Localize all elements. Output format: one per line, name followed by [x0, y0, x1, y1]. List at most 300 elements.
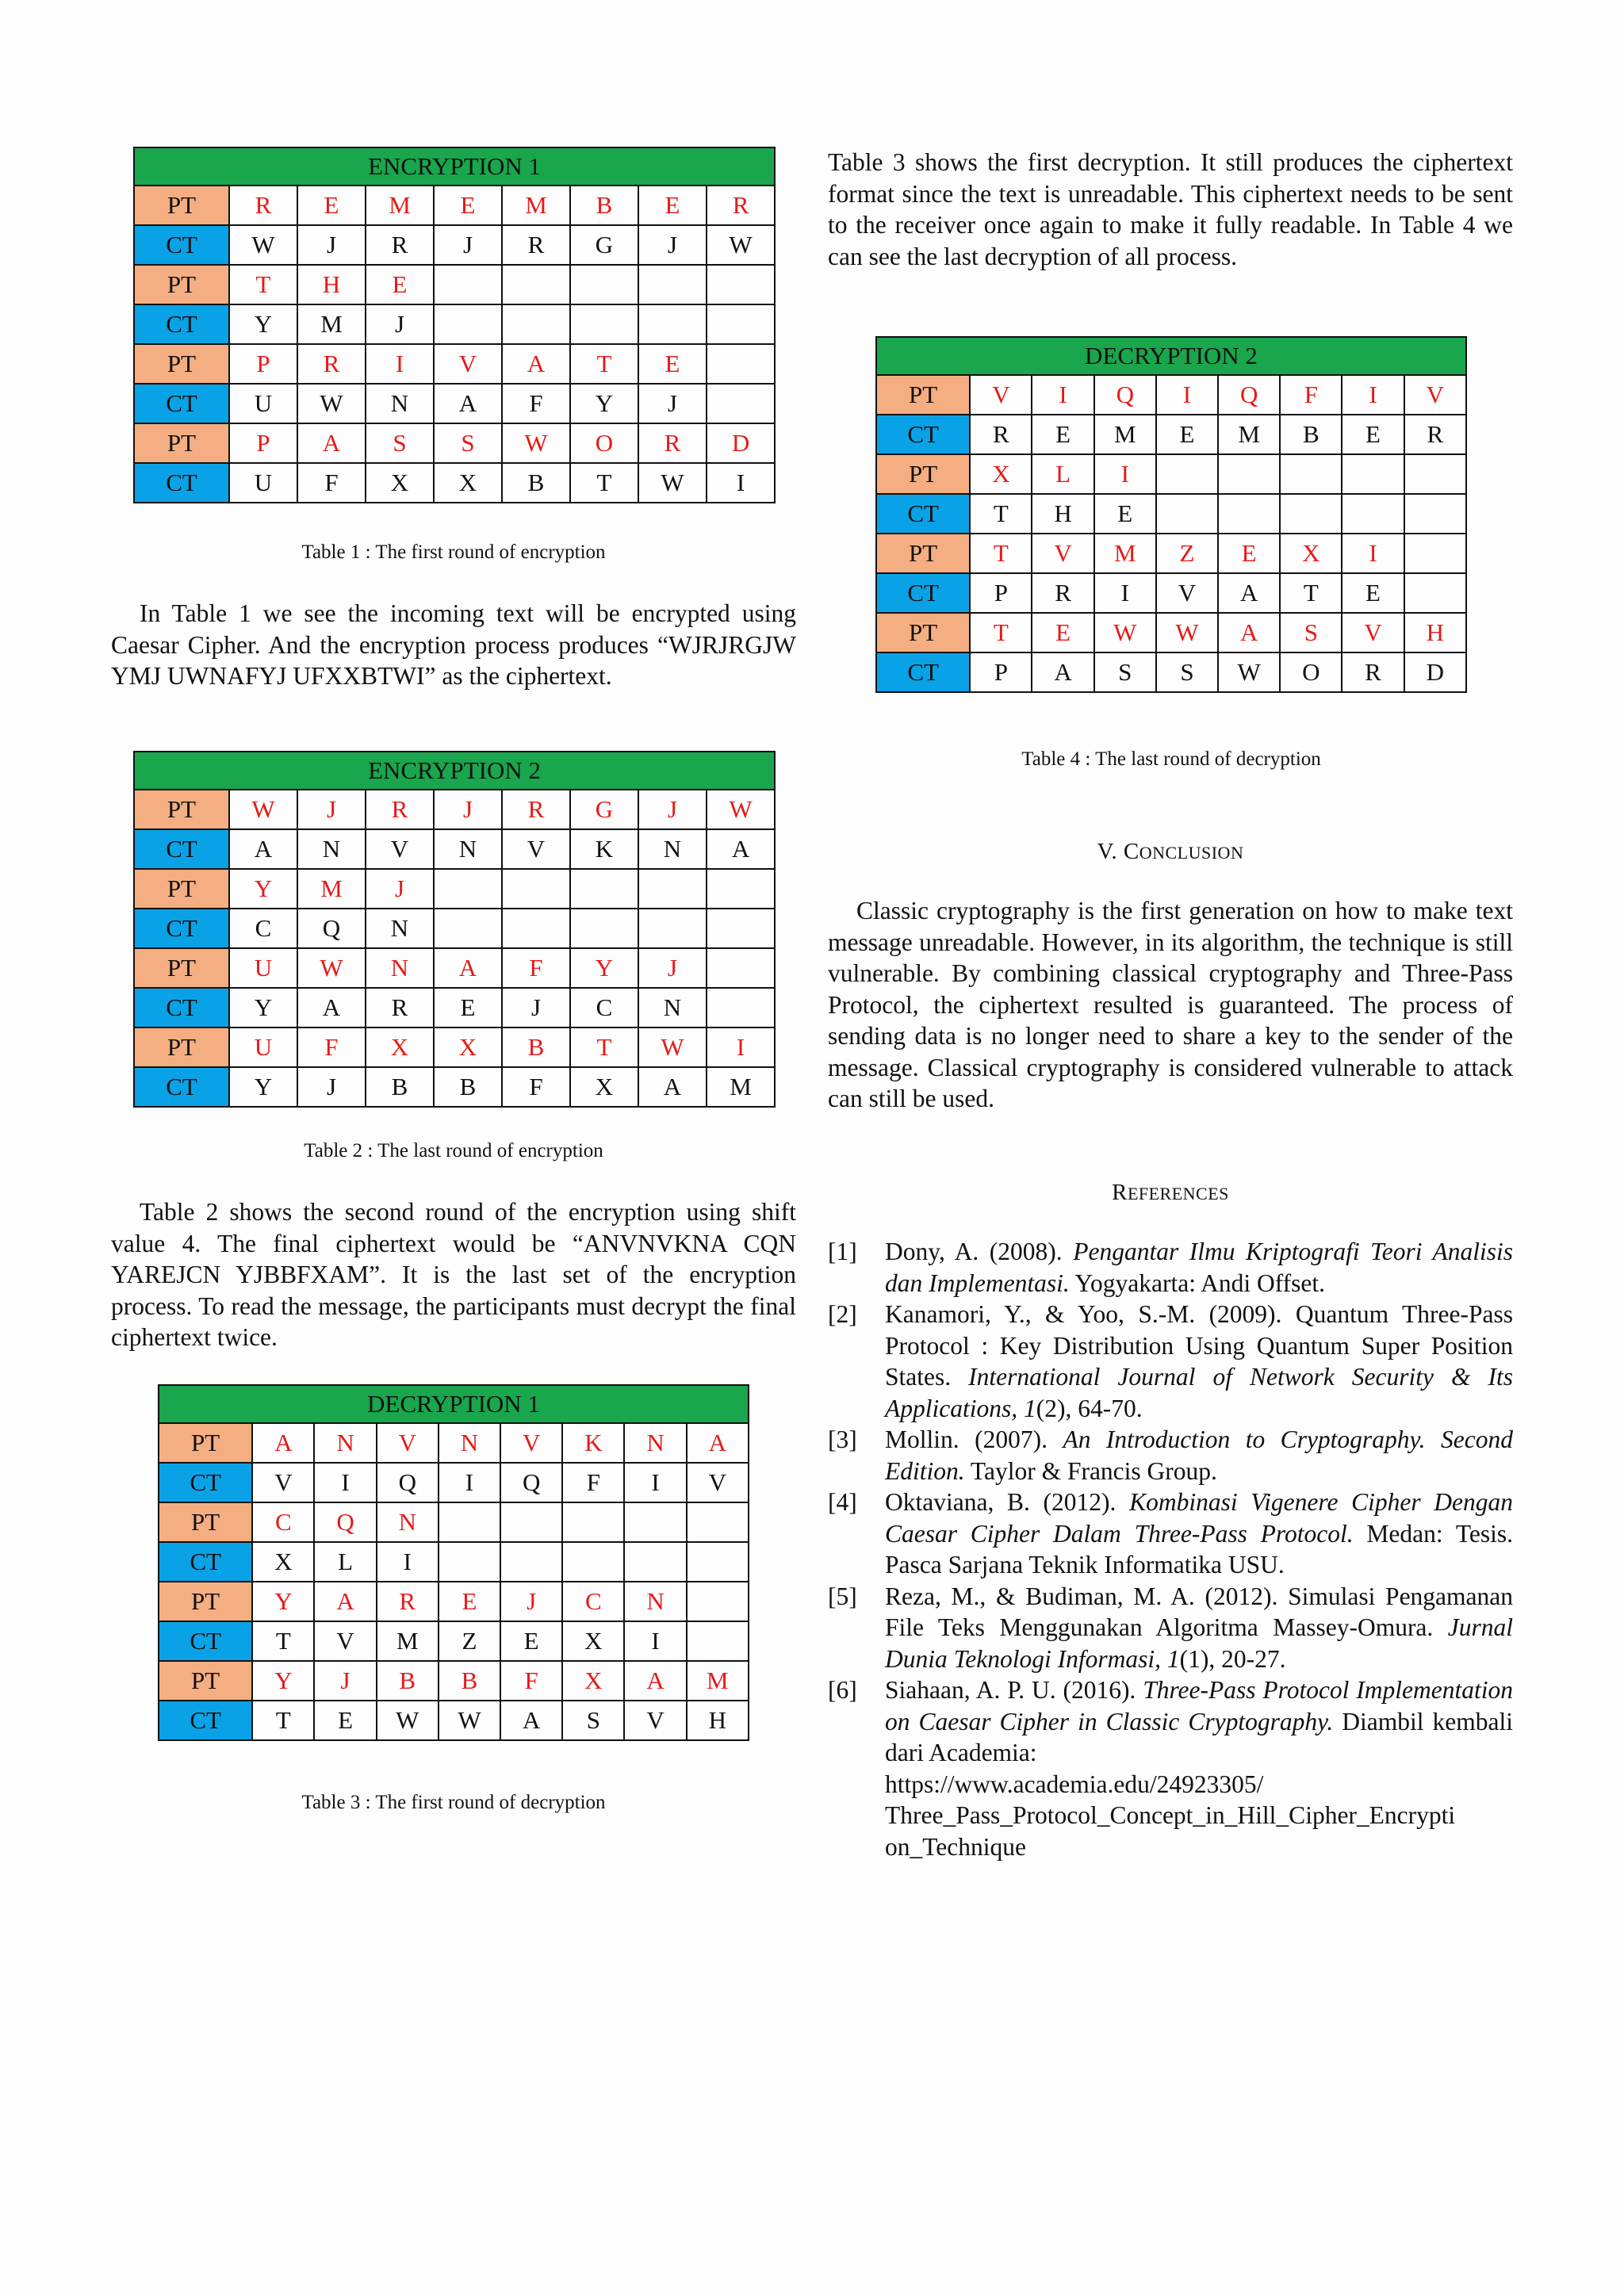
table-cell: [500, 1502, 562, 1542]
ciphertext-label: CT: [876, 494, 970, 534]
table-cell: J: [297, 790, 366, 829]
table-cell: [434, 304, 502, 344]
table-cell: Z: [439, 1621, 500, 1661]
table-row: [134, 1067, 775, 1107]
table-cell: T: [252, 1621, 314, 1661]
table-cell: [1342, 454, 1404, 494]
table-row: [134, 1027, 775, 1067]
table-cell: C: [562, 1582, 624, 1621]
ciphertext-label: CT: [134, 463, 229, 503]
plaintext-label: PT: [134, 344, 229, 384]
table-cell: R: [366, 225, 434, 265]
table-cell: F: [502, 1067, 570, 1107]
table-cell: W: [638, 1027, 707, 1067]
table-cell: [687, 1542, 749, 1582]
table-cell: [570, 869, 638, 909]
table-cell: V: [1156, 573, 1218, 613]
table-cell: X: [434, 463, 502, 503]
table-cell: T: [970, 613, 1032, 652]
table-cell: [1218, 454, 1280, 494]
table-cell: T: [570, 463, 638, 503]
table-cell: V: [377, 1423, 439, 1463]
table-cell: A: [624, 1661, 686, 1701]
table-cell: W: [229, 790, 297, 829]
ciphertext-label: CT: [159, 1701, 252, 1740]
table-cell: [687, 1582, 749, 1621]
table-cell: L: [314, 1542, 376, 1582]
table-cell: C: [229, 909, 297, 948]
table-cell: E: [439, 1582, 500, 1621]
table-cell: I: [1094, 454, 1156, 494]
table-cell: A: [638, 1067, 707, 1107]
reference-text: Three-Pass Protocol Implementation on Caesar Cipher in Classic Cryptography.: [885, 1676, 1514, 1735]
reference-text: (1), 20-27.: [1179, 1644, 1286, 1673]
table-cell: R: [1032, 573, 1094, 613]
table-cell: [439, 1542, 500, 1582]
table-cell: [434, 265, 502, 304]
table-cell: N: [624, 1582, 686, 1621]
table-cell: [1404, 573, 1466, 613]
table-title-row: [159, 1385, 749, 1423]
table-cell: N: [638, 988, 707, 1027]
table-cell: H: [1404, 613, 1466, 652]
table-cell: D: [707, 423, 775, 463]
table-cell: J: [638, 225, 707, 265]
table-cell: N: [366, 384, 434, 423]
table-row: [876, 375, 1466, 415]
table-cell: E: [1094, 494, 1156, 534]
table-cell: M: [1094, 534, 1156, 573]
table-cell: S: [562, 1701, 624, 1740]
table-row: [134, 304, 775, 344]
table-cell: W: [638, 463, 707, 503]
ciphertext-label: CT: [159, 1542, 252, 1582]
table-cell: [638, 869, 707, 909]
table-cell: F: [297, 1027, 366, 1067]
table-cell: R: [970, 415, 1032, 454]
table-row: [134, 909, 775, 948]
table-cell: A: [434, 384, 502, 423]
table-cell: F: [297, 463, 366, 503]
table-cell: J: [314, 1661, 376, 1701]
table-cell: [570, 304, 638, 344]
table-cell: X: [366, 463, 434, 503]
table-cell: A: [502, 344, 570, 384]
table-cell: E: [638, 344, 707, 384]
table-cell: H: [1032, 494, 1094, 534]
table-cell: G: [570, 225, 638, 265]
reference-number: [4]: [828, 1488, 857, 1516]
table-cell: J: [366, 304, 434, 344]
plaintext-label: PT: [134, 1027, 229, 1067]
plaintext-label: PT: [876, 534, 970, 573]
table-cell: A: [297, 988, 366, 1027]
reference-number: [2]: [828, 1300, 857, 1328]
table-cell: X: [970, 454, 1032, 494]
table-row: [159, 1582, 749, 1621]
table-cell: I: [377, 1542, 439, 1582]
table-cell: I: [314, 1463, 376, 1502]
table-cell: W: [1156, 613, 1218, 652]
table-cell: C: [252, 1502, 314, 1542]
table-cell: X: [562, 1661, 624, 1701]
table-cell: N: [624, 1423, 686, 1463]
reference-text: Yogyakarta: Andi Offset.: [1069, 1269, 1325, 1297]
table-cell: S: [434, 423, 502, 463]
table-cell: W: [229, 225, 297, 265]
table-cell: U: [229, 384, 297, 423]
table-cell: W: [1094, 613, 1156, 652]
table-cell: N: [314, 1423, 376, 1463]
table-cell: X: [1280, 534, 1342, 573]
table-row: [134, 384, 775, 423]
table-row: [876, 573, 1466, 613]
table-cell: V: [366, 829, 434, 869]
table-cell: R: [638, 423, 707, 463]
table-3-caption: Table 3 : The first round of decryption: [301, 1792, 606, 1813]
reference-item: [828, 1236, 1513, 1299]
table-cell: [1404, 454, 1466, 494]
table-cell: [562, 1502, 624, 1542]
table-cell: [502, 265, 570, 304]
table-cell: [570, 909, 638, 948]
table-cell: I: [366, 344, 434, 384]
table-cell: E: [297, 186, 366, 225]
table-cell: I: [439, 1463, 500, 1502]
table-cell: [638, 909, 707, 948]
table-cell: W: [707, 790, 775, 829]
table-cell: [502, 909, 570, 948]
table-row: [876, 613, 1466, 652]
ciphertext-label: CT: [134, 1067, 229, 1107]
table-cell: V: [502, 829, 570, 869]
table-cell: U: [229, 948, 297, 988]
table-row: [134, 988, 775, 1027]
table-cell: M: [1094, 415, 1156, 454]
table-cell: M: [687, 1661, 749, 1701]
table-cell: [439, 1502, 500, 1542]
table-cell: Q: [377, 1463, 439, 1502]
plaintext-label: PT: [159, 1582, 252, 1621]
table-cell: E: [1032, 613, 1094, 652]
table-cell: L: [1032, 454, 1094, 494]
reference-text: Reza, M., & Budiman, M. A. (2012). Simulasi Pengamanan File Teks Menggunakan Algoritma Massey-Omura.: [885, 1582, 1513, 1641]
table-cell: X: [252, 1542, 314, 1582]
table-cell: A: [1218, 573, 1280, 613]
table-cell: S: [1280, 613, 1342, 652]
table-cell: B: [502, 1027, 570, 1067]
table-row: [876, 494, 1466, 534]
paragraph-table2: Table 2 shows the second round of the encryption using shift value 4. The final ciphertext would be “ANVNVKNA CQN YAREJCN YJBBFXAM”. It is the last set of the encryption process. To read the message, the participants must decrypt the final ciphertext twice.: [111, 1198, 796, 1351]
table-row: [134, 790, 775, 829]
table-cell: P: [970, 652, 1032, 692]
conclusion-heading-first: C: [1123, 839, 1139, 864]
table-cell: [624, 1542, 686, 1582]
table-cell: R: [297, 344, 366, 384]
table-cell: O: [570, 423, 638, 463]
table-cell: M: [297, 304, 366, 344]
table-title-row: [134, 752, 775, 790]
table-cell: O: [1280, 652, 1342, 692]
table-title: DECRYPTION 1: [159, 1385, 749, 1423]
table-cell: M: [707, 1067, 775, 1107]
table-cell: Y: [252, 1582, 314, 1621]
reference-item: [828, 1424, 1513, 1487]
conclusion-paragraph: Classic cryptography is the first generation on how to make text message unreadable. However, in its algorithm, the technique is still vulnerable. By combining classical cryptography and Three-Pass Protocol, the ciphertext resulted is guaranteed. The process of sending data is no longer need to share a key to the sender of the message. Classical cryptography is considered vulnerable to attack can still be used.: [828, 897, 1513, 1112]
ciphertext-label: CT: [159, 1463, 252, 1502]
ciphertext-label: CT: [134, 384, 229, 423]
table-cell: A: [252, 1423, 314, 1463]
reference-item: [828, 1487, 1513, 1581]
encryption-2-table: [133, 751, 776, 1108]
table-cell: B: [1280, 415, 1342, 454]
table-title-row: [876, 337, 1466, 375]
table-cell: E: [434, 988, 502, 1027]
reference-text: (2), 64-70.: [1036, 1394, 1143, 1422]
table-row: [134, 265, 775, 304]
paragraph-table1: In Table 1 we see the incoming text will be encrypted using Caesar Cipher. And the encryption process produces “WJRJRGJW YMJ UWNAFYJ UFXXBTWI” as the ciphertext.: [111, 599, 796, 690]
table-cell: A: [314, 1582, 376, 1621]
table-cell: [638, 304, 707, 344]
reference-text: Pengantar Ilmu Kriptografi Teori Analisis dan Implementasi.: [885, 1238, 1513, 1297]
table-row: [159, 1463, 749, 1502]
table-cell: M: [502, 186, 570, 225]
table-cell: J: [502, 988, 570, 1027]
table-cell: A: [500, 1701, 562, 1740]
table-cell: [1280, 494, 1342, 534]
table-cell: E: [1342, 573, 1404, 613]
table-cell: T: [570, 1027, 638, 1067]
table-cell: A: [1032, 652, 1094, 692]
table-cell: M: [297, 869, 366, 909]
plaintext-label: PT: [134, 790, 229, 829]
table-cell: [707, 948, 775, 988]
table-cell: E: [1032, 415, 1094, 454]
table-cell: Y: [570, 384, 638, 423]
table-cell: P: [229, 344, 297, 384]
table-cell: [707, 869, 775, 909]
table-cell: I: [1032, 375, 1094, 415]
table-cell: I: [624, 1621, 686, 1661]
reference-text: Mollin. (2007).: [885, 1425, 1063, 1453]
reference-number: [1]: [828, 1238, 857, 1265]
table-row: [876, 454, 1466, 494]
reference-text: Taylor & Francis Group.: [964, 1456, 1217, 1485]
table-cell: Q: [1218, 375, 1280, 415]
table-cell: V: [970, 375, 1032, 415]
table-cell: [500, 1542, 562, 1582]
table-cell: R: [229, 186, 297, 225]
table-cell: Z: [1156, 534, 1218, 573]
table-cell: F: [502, 384, 570, 423]
plaintext-label: PT: [134, 423, 229, 463]
conclusion-heading-num: V.: [1097, 839, 1124, 864]
table-cell: F: [562, 1463, 624, 1502]
reference-item: [828, 1581, 1513, 1675]
table-cell: R: [707, 186, 775, 225]
table-row: [134, 948, 775, 988]
table-cell: A: [707, 829, 775, 869]
table-cell: Y: [229, 988, 297, 1027]
table-cell: R: [1342, 652, 1404, 692]
table-cell: F: [500, 1661, 562, 1701]
reference-text: Medan: Tesis. Pasca Sarjana Teknik Informatika USU.: [885, 1519, 1513, 1578]
table-row: [159, 1502, 749, 1542]
reference-text: Dony, A. (2008).: [885, 1238, 1074, 1265]
table-cell: N: [366, 948, 434, 988]
table-cell: V: [434, 344, 502, 384]
table-cell: G: [570, 790, 638, 829]
table-row: [134, 869, 775, 909]
ciphertext-label: CT: [876, 415, 970, 454]
table-cell: A: [297, 423, 366, 463]
reference-text: Siahaan, A. P. U. (2016).: [885, 1676, 1143, 1704]
conclusion-heading: [828, 839, 1513, 865]
reference-text: An Introduction to Cryptography. Second Edition.: [885, 1425, 1513, 1485]
table-cell: D: [1404, 652, 1466, 692]
encryption-1-table: [133, 147, 776, 503]
table-cell: [570, 265, 638, 304]
table-cell: V: [687, 1463, 749, 1502]
table-cell: E: [366, 265, 434, 304]
table-cell: M: [366, 186, 434, 225]
table-cell: B: [377, 1661, 439, 1701]
table-cell: E: [500, 1621, 562, 1661]
table-row: [134, 186, 775, 225]
decryption-1-table: [158, 1384, 749, 1741]
table-cell: W: [297, 948, 366, 988]
table-cell: E: [1218, 534, 1280, 573]
table-cell: T: [252, 1701, 314, 1740]
plaintext-label: PT: [159, 1661, 252, 1701]
table-cell: [707, 304, 775, 344]
plaintext-label: PT: [159, 1423, 252, 1463]
table-cell: [687, 1502, 749, 1542]
plaintext-label: PT: [134, 186, 229, 225]
ciphertext-label: CT: [876, 573, 970, 613]
references-heading: [828, 1180, 1513, 1206]
table-cell: E: [638, 186, 707, 225]
table-row: [876, 652, 1466, 692]
table-cell: P: [970, 573, 1032, 613]
plaintext-label: PT: [134, 265, 229, 304]
table-cell: I: [1342, 534, 1404, 573]
table-cell: Q: [297, 909, 366, 948]
table-cell: T: [570, 344, 638, 384]
table-cell: A: [229, 829, 297, 869]
table-cell: B: [439, 1661, 500, 1701]
table-cell: X: [366, 1027, 434, 1067]
table-cell: R: [366, 790, 434, 829]
table-cell: Q: [1094, 375, 1156, 415]
table-cell: J: [434, 225, 502, 265]
ciphertext-label: CT: [134, 909, 229, 948]
table-cell: I: [707, 463, 775, 503]
reference-number: [3]: [828, 1425, 857, 1453]
table-cell: N: [638, 829, 707, 869]
table-cell: [707, 265, 775, 304]
reference-text: Jurnal Dunia Teknologi Informasi, 1: [885, 1613, 1513, 1673]
table-cell: A: [434, 948, 502, 988]
decryption-2-table: [875, 336, 1467, 693]
table-cell: W: [502, 423, 570, 463]
table-title-row: [134, 147, 775, 186]
table-cell: E: [1156, 415, 1218, 454]
table-cell: H: [297, 265, 366, 304]
table-cell: P: [229, 423, 297, 463]
table-cell: V: [1404, 375, 1466, 415]
table-cell: [707, 344, 775, 384]
table-cell: T: [229, 265, 297, 304]
table-cell: R: [502, 790, 570, 829]
table-cell: E: [434, 186, 502, 225]
table-cell: J: [434, 790, 502, 829]
table-row: [159, 1701, 749, 1740]
table-cell: Y: [252, 1661, 314, 1701]
ciphertext-label: CT: [159, 1621, 252, 1661]
table-cell: J: [297, 1067, 366, 1107]
table-cell: X: [434, 1027, 502, 1067]
plaintext-label: PT: [876, 375, 970, 415]
table-row: [159, 1661, 749, 1701]
table-row: [134, 344, 775, 384]
table-cell: M: [1218, 415, 1280, 454]
table-cell: I: [707, 1027, 775, 1067]
table-cell: V: [314, 1621, 376, 1661]
references-heading-first: R: [1112, 1180, 1128, 1205]
table-cell: [562, 1542, 624, 1582]
table-cell: K: [570, 829, 638, 869]
table-cell: E: [314, 1701, 376, 1740]
table-row: [159, 1423, 749, 1463]
table-cell: H: [687, 1701, 749, 1740]
plaintext-label: PT: [876, 454, 970, 494]
conclusion-heading-rest: ONCLUSION: [1139, 843, 1244, 863]
table-cell: E: [1342, 415, 1404, 454]
ciphertext-label: CT: [134, 304, 229, 344]
plaintext-label: PT: [134, 869, 229, 909]
plaintext-label: PT: [876, 613, 970, 652]
table-cell: R: [1404, 415, 1466, 454]
table-row: [134, 423, 775, 463]
reference-text: Oktaviana, B. (2012).: [885, 1488, 1130, 1516]
table-cell: [1404, 534, 1466, 573]
paragraph-table3: Table 3 shows the first decryption. It still produces the ciphertext format since the text is unreadable. This ciphertext needs to be sent to the receiver once again to make it fully readable. In Table 4 we can see the last decryption of all process.: [828, 148, 1513, 270]
table-cell: V: [1032, 534, 1094, 573]
table-cell: X: [570, 1067, 638, 1107]
table-cell: V: [1342, 613, 1404, 652]
table-cell: J: [638, 790, 707, 829]
table-cell: N: [366, 909, 434, 948]
table-cell: B: [434, 1067, 502, 1107]
table-cell: W: [377, 1701, 439, 1740]
reference-url-line: https://www.academia.edu/24923305/: [885, 1770, 1264, 1798]
table-cell: A: [1218, 613, 1280, 652]
table-cell: [1404, 494, 1466, 534]
table-cell: S: [366, 423, 434, 463]
table-cell: F: [502, 948, 570, 988]
reference-list: [828, 1236, 1513, 1862]
table-row: [134, 829, 775, 869]
table-cell: B: [570, 186, 638, 225]
table-cell: I: [1342, 375, 1404, 415]
table-cell: [434, 909, 502, 948]
table-title: DECRYPTION 2: [876, 337, 1466, 375]
table-cell: [1342, 494, 1404, 534]
reference-text: Kombinasi Vigenere Cipher Dengan Caesar Cipher Dalam Three-Pass Protocol.: [885, 1488, 1513, 1548]
table-cell: Y: [229, 304, 297, 344]
table-cell: Y: [229, 869, 297, 909]
